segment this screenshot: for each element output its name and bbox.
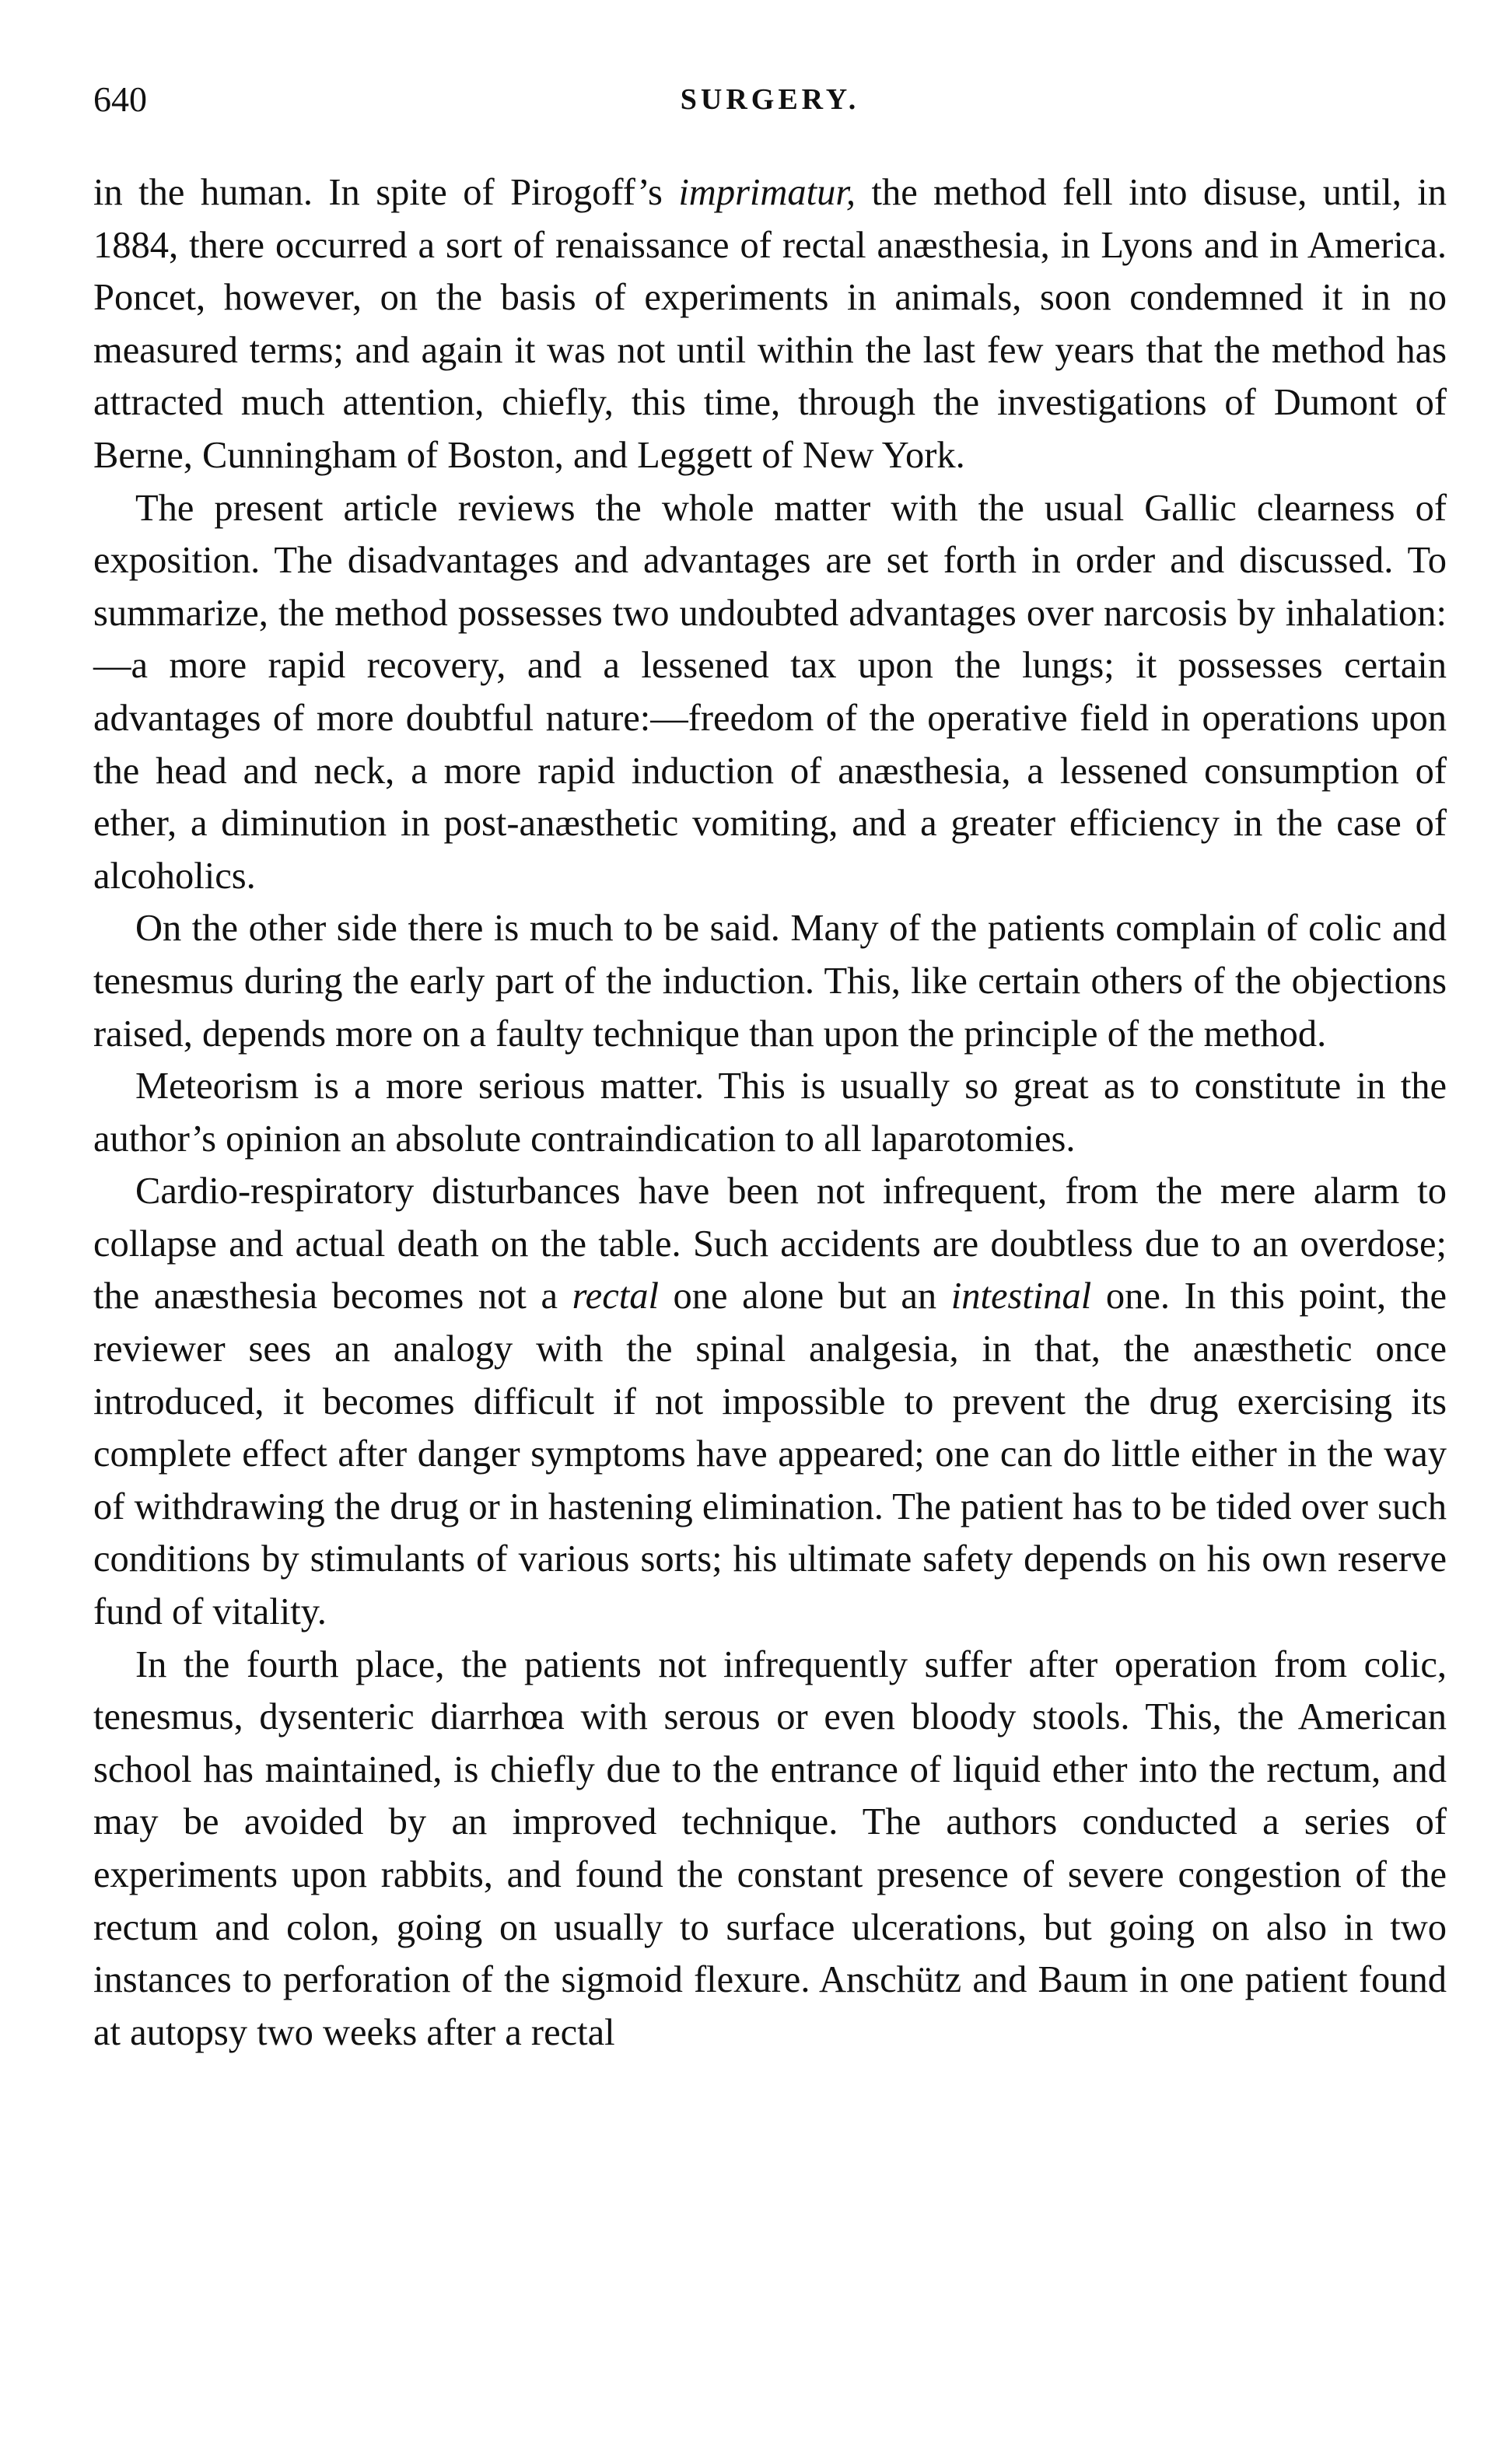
page-header (93, 76, 1447, 123)
italic-term-intestinal: intestinal (950, 1275, 1092, 1317)
text-run: the method fell into disuse, until, in 1884, there occurred a sort of renaissance of rectal anæsthesia, in Lyons and in America. Poncet, however, on the basis of experiments in animals, soon condemned it in no measured terms; and again it was not until within the last few years that the method has attracted much attention, chiefly, this time, through the investigations of Dumont of Berne, Cunningham of Boston, and Leggett of New York. (93, 172, 1447, 476)
paragraph-article-summary: The present article reviews the whole matter with the usual Gallic clearness of exposition. The disadvantages and advantages are set forth in order and discussed. To summarize, the method possesses two undoubted advantages over narcosis by inhalation:—a more rapid recovery, and a lessened tax upon the lungs; it possesses certain advantages of more doubtful nature:—freedom of the operative field in operations upon the head and neck, a more rapid induction of anæsthesia, a lessened consumption of ether, a diminution in post-anæsthetic vomiting, and a greater efficiency in the case of alcoholics. (93, 487, 1447, 897)
text-run: one. In this point, the reviewer sees an analogy with the spinal analgesia, in that, the anæsthetic once introduced, it becomes difficult if not impossible to prevent the drug exercising its complete effect after danger symptoms have appeared; one can do little either in the way of withdrawing the drug or in hastening elimination. The patient has to be tided over such conditions by stimulants of various sorts; his ultimate safety depends on his own reserve fund of vitality. (93, 1275, 1447, 1633)
paragraph-continuation (93, 166, 1447, 482)
italic-term-rectal: rectal (572, 1275, 659, 1317)
paragraph-meteorism: Meteorism is a more serious matter. This is usually so great as to constitute in the author’s opinion an absolute contraindication to all laparotomies. (93, 1066, 1447, 1160)
page-number: 640 (93, 79, 147, 119)
italic-term-imprimatur: imprimatur, (678, 172, 856, 213)
text-run: in the human. In spite of Pirogoff’s (93, 172, 679, 213)
paragraph-fourth-place: In the fourth place, the patients not infrequently suffer after operation from colic, tenesmus, dysenteric diarrhœa with serous or even bloody stools. This, the American school has maintained, is chiefly due to the entrance of liquid ether into the rectum, and may be avoided by an improved technique. The authors conducted a series of experiments upon rabbits, and found the constant presence of severe congestion of the rectum and colon, going on usually to surface ulcerations, but going on also in two instances to perforation of the sigmoid flexure. Anschütz and Baum in one patient found at autopsy two weeks after a rectal (93, 1643, 1447, 2053)
text-run: one alone but an (658, 1275, 951, 1317)
text-run: Cardio-respiratory disturbances have been not infrequent, from the mere alarm to collapse and actual death on the table. Such accidents are doubtless due to an overdose; the anæsthesia becomes not a (93, 1171, 1447, 1317)
body-text (93, 166, 1447, 2059)
paragraph-objections: On the other side there is much to be said. Many of the patients complain of colic and tenesmus during the early part of the induction. This, like certain others of the objections raised, depends more on a faulty technique than upon the principle of the method. (93, 908, 1447, 1055)
paragraph-cardio-respiratory (93, 1165, 1447, 1638)
running-head: SURGERY. (680, 83, 860, 116)
